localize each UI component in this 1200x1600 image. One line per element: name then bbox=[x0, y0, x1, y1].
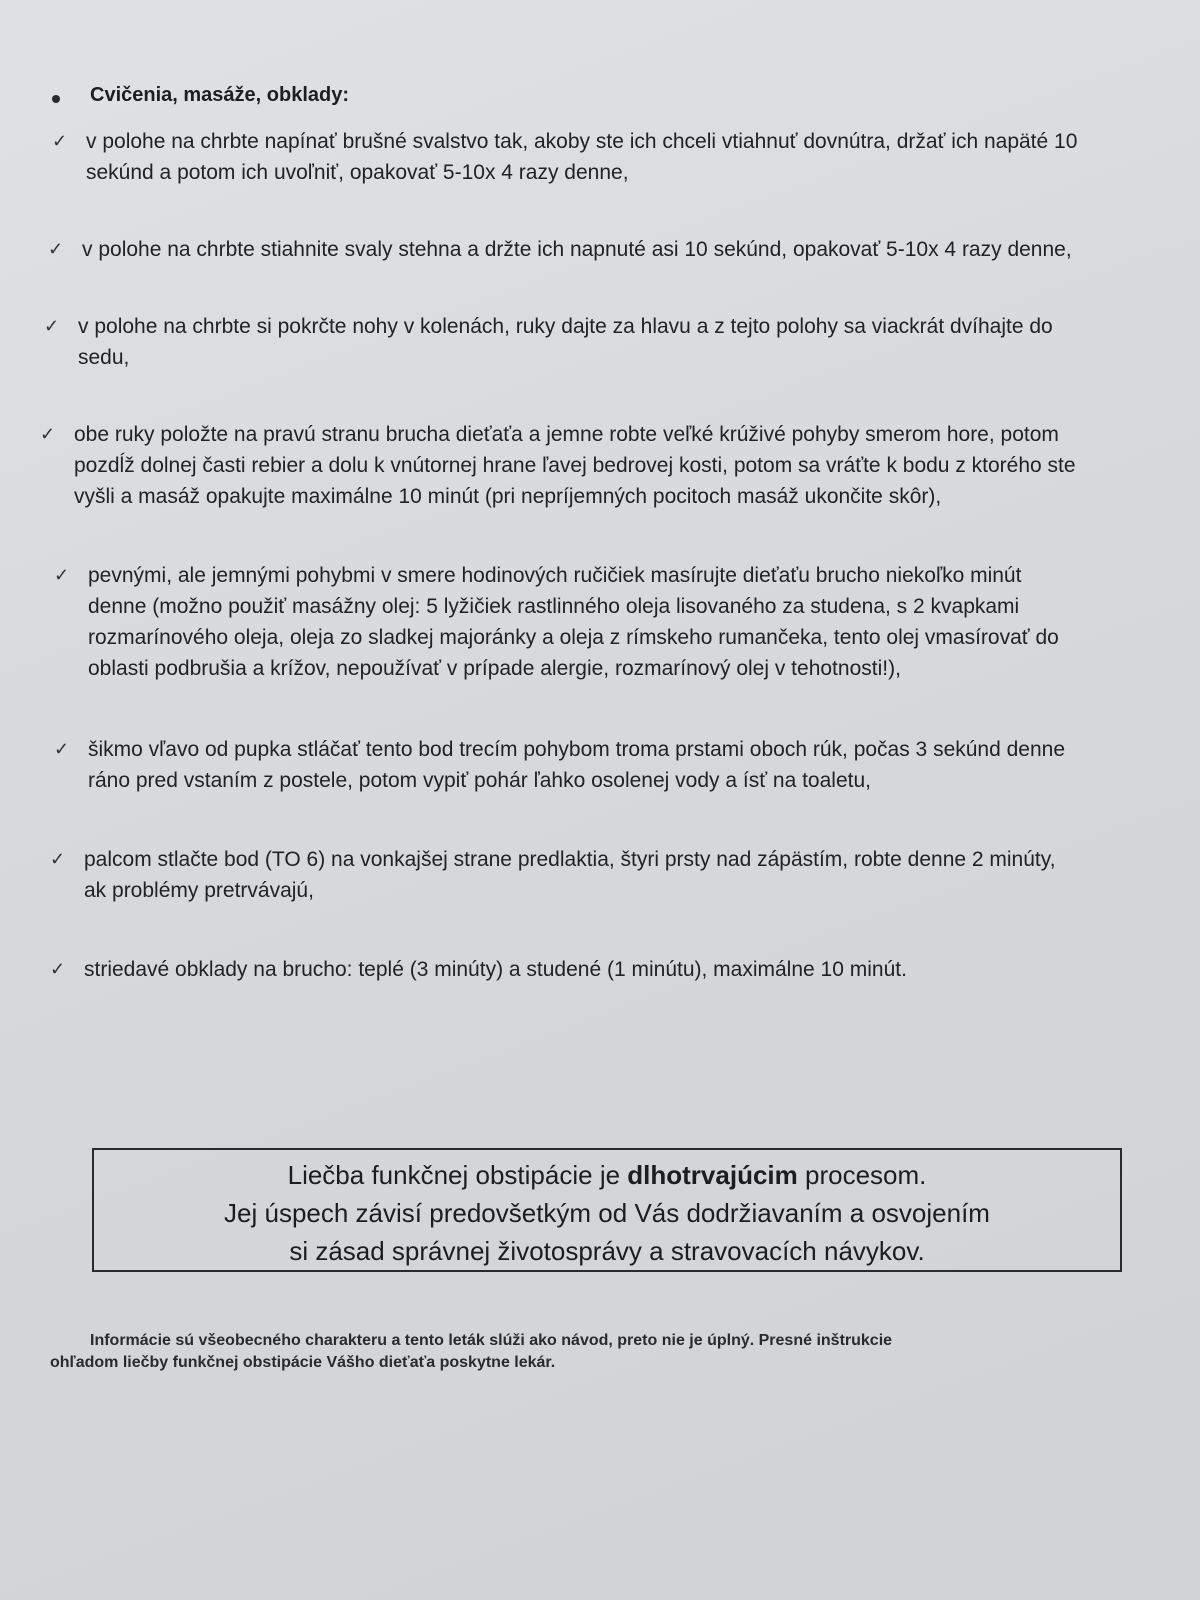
list-item-text: šikmo vľavo od pupka stláčať tento bod trecím pohybom troma prstami oboch rúk, počas 3 sekúnd denne ráno pred vstaním z postele, potom vypiť pohár ľahko osolenej vody a ísť na toaletu, bbox=[88, 738, 1066, 792]
footer-line-1: Informácie sú všeobecného charakteru a tento leták slúži ako návod, preto nie je úplný. Presné inštrukcie bbox=[90, 1332, 893, 1349]
list-item bbox=[40, 126, 1080, 188]
list-item bbox=[40, 311, 1080, 373]
list-item bbox=[40, 419, 1080, 512]
checkmark-icon: ✓ bbox=[50, 849, 66, 869]
list-item-text: obe ruky položte na pravú stranu brucha dieťaťa a jemne robte veľké krúživé pohyby smerom hore, potom pozdĺž dolnej časti rebier a dolu k vnútornej hrane ľavej bedrovej kosti, potom sa vráťte k bodu z ktorého ste vyšli a masáž opakujte maximálne 10 minút (pri nepríjemných pocitoch masáž ukončite skôr), bbox=[74, 423, 1076, 508]
bullet-icon bbox=[52, 95, 60, 103]
checkmark-icon: ✓ bbox=[40, 424, 56, 444]
notice-line-1-start: Liečba funkčnej obstipácie je bbox=[287, 1160, 628, 1190]
section-heading: Cvičenia, masáže, obklady: bbox=[90, 84, 350, 106]
list-item-text: palcom stlačte bod (TO 6) na vonkajšej strane predlaktia, štyri prsty nad zápästím, robte denne 2 minúty, ak problémy pretrvávajú, bbox=[84, 848, 1056, 902]
list-item bbox=[40, 560, 1080, 684]
notice-box bbox=[92, 1148, 1122, 1272]
checkmark-icon: ✓ bbox=[50, 959, 66, 979]
section-heading-row bbox=[52, 84, 349, 107]
checkmark-icon: ✓ bbox=[54, 565, 70, 585]
checkmark-icon: ✓ bbox=[44, 316, 60, 336]
notice-emphasis: dlhotrvajúcim bbox=[627, 1160, 798, 1190]
checkmark-icon: ✓ bbox=[48, 239, 64, 259]
notice-line-1 bbox=[94, 1156, 1120, 1194]
list-item bbox=[40, 844, 1080, 906]
list-item bbox=[40, 734, 1080, 796]
list-item-text: v polohe na chrbte stiahnite svaly stehna a držte ich napnuté asi 10 sekúnd, opakovať 5-10x 4 razy denne, bbox=[82, 238, 1072, 261]
footer-disclaimer bbox=[50, 1330, 1130, 1374]
notice-line-3: si zásad správnej životosprávy a stravovacích návykov. bbox=[289, 1236, 925, 1266]
list-item bbox=[40, 234, 1080, 265]
checkmark-icon: ✓ bbox=[52, 131, 68, 151]
list-item-text: v polohe na chrbte si pokrčte nohy v kolenách, ruky dajte za hlavu a z tejto polohy sa viackrát dvíhajte do sedu, bbox=[78, 315, 1053, 369]
list-item bbox=[40, 954, 1080, 985]
notice-line-1-end: procesom. bbox=[797, 1160, 927, 1190]
checklist bbox=[40, 126, 1080, 985]
footer-line-2: ohľadom liečby funkčnej obstipácie Vášho dieťaťa poskytne lekár. bbox=[50, 1354, 556, 1371]
notice-line-2: Jej úspech závisí predovšetkým od Vás dodržiavaním a osvojením bbox=[224, 1198, 990, 1228]
checkmark-icon: ✓ bbox=[54, 739, 70, 759]
list-item-text: striedavé obklady na brucho: teplé (3 minúty) a studené (1 minútu), maximálne 10 minút. bbox=[84, 958, 907, 981]
list-item-text: pevnými, ale jemnými pohybmi v smere hodinových ručičiek masírujte dieťaťu brucho niekoľko minút denne (možno použiť masážny olej: 5 lyžičiek rastlinného oleja lisovaného za studena, s 2 kvapkami rozmarínového oleja, oleja zo sladkej majoránky a oleja z rímskeho rumančeka, tento olej vmasírovať do oblasti podbrušia a krížov, nepoužívať v prípade alergie, rozmarínový olej v tehotnosti!), bbox=[88, 564, 1059, 680]
list-item-text: v polohe na chrbte napínať brušné svalstvo tak, akoby ste ich chceli vtiahnuť dovnútra, držať ich napäté 10 sekúnd a potom ich uvoľniť, opakovať 5-10x 4 razy denne, bbox=[86, 130, 1078, 184]
